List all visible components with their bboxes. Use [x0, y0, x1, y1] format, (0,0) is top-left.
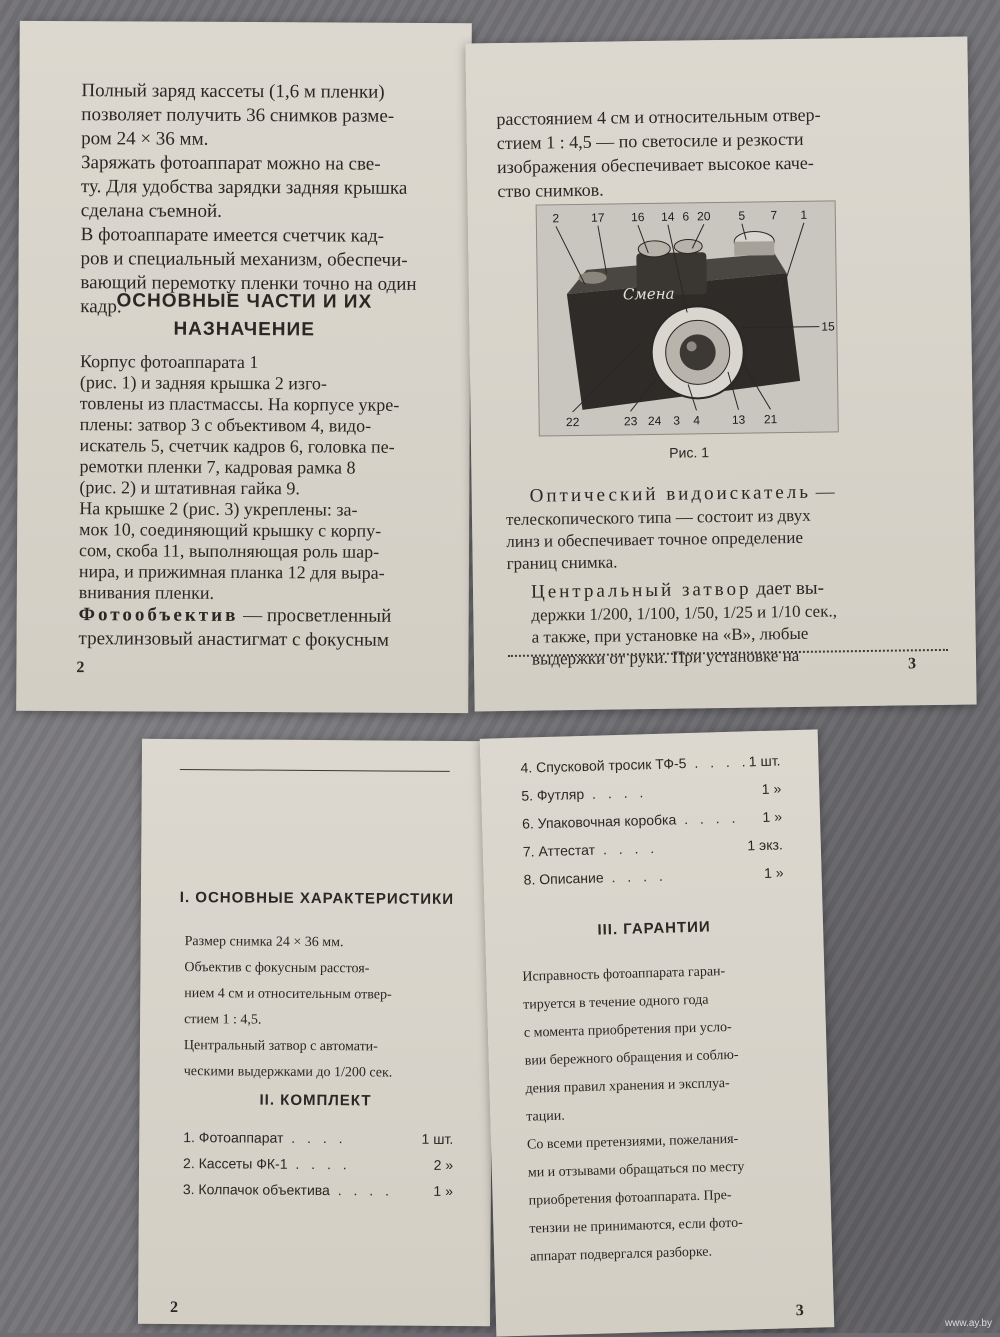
callout-number: 17 [591, 210, 605, 225]
text-line: ремотки пленки 7, кадровая рамка 8 [79, 456, 356, 478]
top-right-page [465, 37, 976, 712]
text-line: позволяет получить 36 снимков разме- [81, 104, 395, 127]
kit-item-qty: 1 » [433, 1182, 453, 1199]
text-line: Корпус фотоаппарата 1 [79, 351, 259, 373]
page-number: 2 [76, 659, 85, 677]
text-line: сом, скоба 11, выполняющая роль шар- [78, 540, 380, 562]
kit-item-label: 6. Упаковочная коробка [521, 811, 677, 832]
leader-dots: . . . . [594, 839, 659, 858]
brand-script: Смена [622, 284, 675, 304]
kit-item-qty: 1 » [763, 864, 784, 881]
kit-item-label: 8. Описание [523, 869, 604, 888]
text-line: нием 4 см и относительным отвер- [184, 986, 392, 1003]
bottom-right-page [480, 729, 835, 1336]
callout-number: 4 [693, 413, 701, 428]
text-line: товлены из пластмассы. На корпусе укре- [79, 393, 400, 415]
page-number: 2 [170, 1298, 179, 1317]
text-line: ми и отзывами обращаться по месту [527, 1159, 745, 1181]
kit-item [521, 780, 781, 803]
text-line: тензии не принимаются, если фото- [529, 1215, 744, 1237]
lens-line2: трехлинзовый анастигмат с фокусным [78, 628, 389, 651]
viewfinder-rest: — [815, 481, 835, 503]
text-line: Объектив с фокусным расстоя- [184, 960, 370, 977]
text-line: границ снимка. [506, 552, 618, 574]
text-line: Заряжать фотоаппарат можно на све- [81, 152, 381, 175]
text-line: линз и обеспечивает точное определение [506, 527, 804, 552]
viewfinder-term: Оптический видоискатель [529, 481, 812, 507]
text-line: ров и специальный механизм, обеспечи- [80, 248, 408, 271]
text-line: с момента приобретения при усло- [523, 1019, 732, 1041]
callout-number: 14 [661, 209, 675, 224]
camera-photo [536, 200, 839, 436]
kit-item-qty: 1 » [761, 780, 782, 797]
page-number: 3 [795, 1302, 805, 1320]
text-line: (рис. 1) и задняя крышка 2 изго- [79, 372, 327, 394]
lens-paragraph [79, 603, 455, 629]
text-line: вии бережного обращения и соблю- [524, 1047, 739, 1069]
kit-item [523, 836, 783, 859]
kit-item-qty: 1 шт. [421, 1130, 454, 1147]
kit-item-label: 5. Футляр [521, 785, 585, 804]
callout-number: 24 [647, 413, 662, 429]
text-line: расстоянием 4 см и относительным отвер- [496, 104, 821, 130]
lens-term: Фотообъектив [78, 604, 239, 626]
text-line: нира, и прижимная планка 12 для выра- [78, 561, 385, 583]
text-line: Полный заряд кассеты (1,6 м пленки) [81, 80, 385, 103]
kit-item [183, 1181, 453, 1199]
shutter-term: Центральный затвор [530, 578, 752, 603]
kit-item [183, 1155, 453, 1173]
viewfinder-window-left [638, 241, 670, 257]
text-line: искатель 5, счетчик кадров 6, головка пе- [79, 435, 395, 457]
text-line: плены: затвор 3 с объективом 4, видо- [79, 414, 372, 436]
kit-item-qty: 1 » [762, 808, 783, 825]
text-line: тируется в течение одного года [522, 992, 709, 1013]
text-line: В фотоаппарате имеется счетчик кад- [80, 224, 385, 247]
text-line: изображения обеспечивает высокое каче- [496, 152, 814, 178]
callout-number: 22 [565, 414, 580, 430]
callout-number: 23 [623, 414, 638, 429]
parts-heading [18, 289, 470, 343]
section-title-characteristics: I. ОСНОВНЫЕ ХАРАКТЕРИСТИКИ [179, 889, 455, 908]
callout-number: 5 [738, 208, 746, 223]
callout-number: 7 [770, 208, 778, 223]
text-line: ство снимков. [497, 179, 604, 202]
text-line: ту. Для удобства зарядки задняя крышка [80, 176, 408, 199]
kit-item [183, 1129, 453, 1147]
parts-heading-line2: НАЗНАЧЕНИЕ [173, 318, 315, 341]
leader-dots: . . . . [603, 867, 667, 886]
text-line: приобретения фотоаппарата. Пре- [528, 1187, 732, 1209]
text-line: вающий перемотку пленки точно на один [80, 272, 417, 295]
kit-item-qty: 2 » [433, 1156, 454, 1173]
kit-item-label: 4. Спусковой тросик ТФ-5 [520, 755, 687, 776]
section-title-warranty: III. ГАРАНТИИ [597, 918, 711, 939]
leader-dots: . . . . [329, 1182, 394, 1199]
callout-number: 3 [673, 413, 681, 428]
text-line: Центральный затвор с автомати- [183, 1038, 378, 1055]
text-line: телескопического типа — состоит из двух [505, 505, 811, 530]
rewind-knob-side [734, 241, 774, 256]
leader-dots: . . . . [287, 1155, 351, 1173]
page-number: 3 [907, 655, 917, 673]
kit-item [522, 808, 782, 831]
leader-dots: . . . . [283, 1129, 347, 1147]
text-line: внивания пленки. [78, 582, 215, 603]
text-line: (рис. 2) и штативная гайка 9. [79, 477, 301, 499]
callout-number: 6 [682, 209, 690, 224]
text-line: ческими выдержками до 1/200 сек. [183, 1064, 393, 1081]
top-left-page [16, 21, 472, 713]
text-line: аппарат подвергался разборке. [529, 1244, 713, 1265]
callout-number: 20 [697, 209, 711, 224]
callout-number: 21 [763, 412, 778, 427]
callout-number: 16 [631, 210, 645, 225]
bottom-left-page [138, 739, 494, 1326]
shutter-rest: дает вы- [756, 577, 825, 600]
text-line: стием 1 : 4,5. [184, 1012, 262, 1028]
leader-dots: . . . . [583, 784, 648, 802]
figure-caption: Рис. 1 [669, 444, 710, 461]
text-line: Со всеми претензиями, пожелания- [526, 1131, 739, 1153]
kit-item-qty: 1 экз. [747, 836, 784, 854]
leader-dots: . . . . [686, 753, 750, 772]
text-line: держки 1/200, 1/100, 1/50, 1/25 и 1/10 сек., [531, 601, 838, 625]
text-line: Размер снимка 24 × 36 мм. [184, 934, 344, 951]
kit-item-label: 7. Аттестат [522, 841, 596, 860]
kit-item-qty: 1 шт. [748, 752, 781, 770]
text-line: выдержки от руки. При установке на [531, 645, 800, 669]
kit-item-label: 3. Колпачок объектива [182, 1181, 330, 1199]
kit-item [520, 752, 780, 775]
kit-item-label: 1. Фотоаппарат [183, 1129, 284, 1146]
text-line: сделана съемной. [80, 200, 222, 222]
kit-item-label: 2. Кассеты ФК-1 [183, 1155, 288, 1172]
lens-rest: — просветленный [243, 604, 392, 627]
parts-heading-line1: ОСНОВНЫЕ ЧАСТИ И ИХ [116, 290, 373, 313]
text-line: стием 1 : 4,5 — по светосиле и резкости [496, 128, 804, 154]
top-rule [180, 769, 450, 772]
text-line: тации. [526, 1108, 565, 1125]
text-line: ром 24 × 36 мм. [81, 128, 209, 150]
text-line: дения правил хранения и эксплуа- [525, 1075, 730, 1097]
kit-item [523, 864, 783, 887]
text-line: мок 10, соединяющий крышку с корпу- [79, 519, 382, 541]
text-line: Исправность фотоаппарата гаран- [522, 964, 726, 985]
text-line: кадр. [80, 296, 122, 318]
callout-number: 2 [552, 211, 560, 226]
text-line: На крышке 2 (рис. 3) укреплены: за- [79, 498, 358, 520]
callout-number: 13 [731, 412, 746, 427]
callout-number: 15 [821, 319, 835, 334]
camera-figure [536, 200, 839, 436]
leader-dots: . . . . [676, 809, 740, 828]
watermark: www.ay.by [944, 1318, 992, 1329]
viewfinder-window-right [674, 239, 702, 253]
text-line: а также, при установке на «В», любые [531, 623, 809, 647]
section-title-kit: II. КОМПЛЕКТ [259, 1091, 372, 1110]
callout-number: 1 [800, 207, 808, 222]
